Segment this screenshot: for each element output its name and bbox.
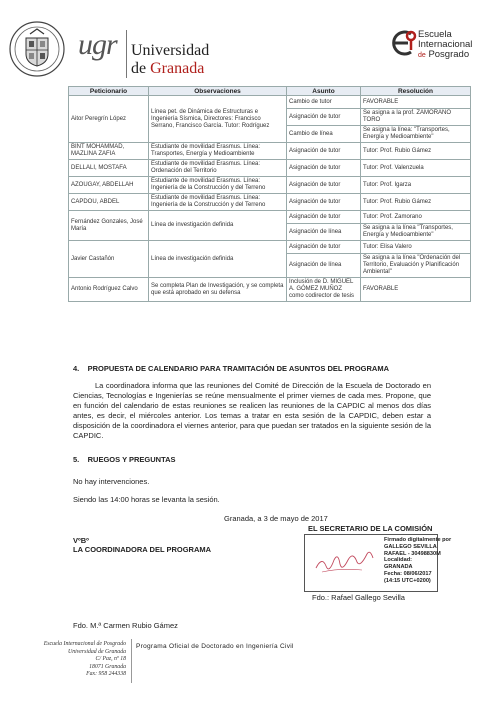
sig-line: GRANADA (384, 564, 413, 571)
cell-observaciones: Estudiante de movilidad Erasmus. Línea: Ingeniería de la Construcción y del Terreno (149, 177, 287, 194)
cell-resolucion: FAVORABLE (361, 278, 471, 302)
ugr-wordmark: ugr (78, 28, 117, 61)
sig-line: (14:15 UTC+0200) (384, 577, 431, 584)
cell-observaciones: Se completa Plan de Investigación, y se completa que está aprobado en su defensa (149, 278, 287, 302)
table-row (69, 278, 471, 302)
section-5-heading (73, 455, 176, 465)
eip-line3 (418, 50, 472, 61)
closing-statement: Siendo las 14:00 horas se levanta la sesión. (73, 495, 220, 504)
cell-resolucion: Tutor: Prof. Valenzuela (361, 160, 471, 177)
cell-asunto: Asignación de línea (287, 224, 361, 241)
footer-address-line: Universidad de Granada (68, 648, 126, 655)
cell-observaciones: Estudiante de movilidad Erasmus. Línea: Ordenación del Territorio (149, 160, 287, 177)
cell-resolucion: Tutor: Prof. Rubio Gámez (361, 194, 471, 211)
cell-peticionario: DELLALI, MOSTAFA (69, 160, 149, 177)
secretary-title: EL SECRETARIO DE LA COMISIÓN (308, 524, 433, 533)
eip-logo-icon (385, 28, 419, 58)
resolutions-table (68, 86, 471, 302)
cell-peticionario: Fernández Gonzales, José María (69, 211, 149, 241)
calendar-paragraph-text: La coordinadora informa que las reuniones del Comité de Dirección de la Escuela de Doctorado en Ciencias, Tecnologías e Ingenierías se reúne mensualmente el primer viernes de cada mes. Propone, que en función del calendario de estas reuniones se realicen las reuniones de la CAPDIC al menos dos días antes, es decir, el miércoles anterior. Los temas a tratar en esta sesión de la CAPDIC, deben estar a disposición de la coordinadora el viernes anterior, para que puedan ser tratados en la siguiente sesión de la CAPDIC. (73, 381, 431, 440)
cell-resolucion: Tutor: Prof. Rubio Gámez (361, 143, 471, 160)
university-city: Granada (150, 60, 205, 77)
cell-asunto: Asignación de tutor (287, 160, 361, 177)
header-divider (126, 30, 127, 78)
cell-resolucion: Se asigna a la línea "Ordenación del Territorio, Evaluación y Planificación Ambiental" (361, 254, 471, 278)
handwritten-signature (312, 550, 378, 578)
visto-bueno: VºBº (73, 536, 89, 545)
signature-details (384, 537, 451, 585)
cell-observaciones: Estudiante de movilidad Erasmus. Línea: Transportes, Energía y Medioambiente (149, 143, 287, 160)
col-asunto: Asunto (287, 87, 361, 96)
footer-address (18, 641, 126, 679)
university-line2 (131, 60, 209, 78)
footer-program-name: Programa Oficial de Doctorado en Ingeniería Civil (136, 643, 294, 650)
calendar-paragraph (73, 381, 431, 441)
cell-asunto: Asignación de tutor (287, 194, 361, 211)
section-5-title: RUEGOS Y PREGUNTAS (87, 455, 176, 464)
university-name (131, 42, 209, 78)
section-4-title: PROPUESTA DE CALENDARIO PARA TRAMITACIÓN DE ASUNTOS DEL PROGRAMA (87, 364, 390, 373)
cell-asunto: Asignación de tutor (287, 211, 361, 224)
eip-posgrado: Posgrado (428, 49, 470, 60)
no-interventions: No hay intervenciones. (73, 477, 150, 486)
table-row (69, 177, 471, 194)
cell-resolucion: Tutor: Prof. Igarza (361, 177, 471, 194)
eip-line2: Internacional (418, 39, 473, 50)
cell-resolucion: Se asigna la línea: "Transportes, Energía y Medioambiente" (361, 126, 471, 143)
cell-peticionario: CAPDOU, ABDEL (69, 194, 149, 211)
table-row (69, 143, 471, 160)
cell-peticionario: Javier Castañón (69, 241, 149, 278)
footer-address-line: Escuela Internacional de Posgrado (43, 641, 126, 647)
sig-line: GALLEGO SEVILLA (384, 543, 437, 550)
section-4-heading (73, 364, 389, 374)
university-de: de (131, 60, 147, 77)
sig-line: Firmado digitalmente por (384, 537, 452, 543)
sig-line: Fecha: 08/06/2017 (384, 570, 432, 577)
cell-resolucion: FAVORABLE (361, 96, 471, 109)
cell-asunto: Asignación de línea (287, 254, 361, 278)
coordinator-signature-name: Fdo. M.ª Carmen Rubio Gámez (73, 621, 178, 630)
table-row (69, 211, 471, 224)
col-resolucion: Resolución (361, 87, 471, 96)
table-row (69, 96, 471, 109)
cell-peticionario: AZOUGAY, ABDELLAH (69, 177, 149, 194)
eip-de: de (418, 52, 426, 59)
footer-address-line: Fax: 958 244338 (86, 671, 126, 678)
cell-asunto: Asignación de tutor (287, 143, 361, 160)
cell-observaciones: Estudiante de movilidad Erasmus. Línea: Ingeniería de la Construcción y del Terreno (149, 194, 287, 211)
footer-address-line: C/ Paz, nº 18 (95, 656, 126, 663)
cell-observaciones: Línea de investigación definida (149, 211, 287, 241)
cell-resolucion: Tutor: Elisa Valero (361, 241, 471, 254)
cell-asunto: Asignación de tutor (287, 177, 361, 194)
cell-peticionario: BINT MOHAMMAD, MAZLINA ZAFIA (69, 143, 149, 160)
table-row (69, 194, 471, 211)
cell-resolucion: Tutor: Prof. Zamorano (361, 211, 471, 224)
section-4-number: 4. (73, 364, 80, 373)
university-line1: Universidad (131, 42, 210, 59)
table-header-row (69, 87, 471, 96)
secretary-signature-name: Fdo.: Rafael Gallego Sevilla (312, 593, 405, 602)
cell-resolucion: Se asigna a la línea "Transportes, Energía y Medioambiente" (361, 224, 471, 241)
table-row (69, 160, 471, 177)
sig-line: Localidad: (384, 557, 412, 564)
eip-line1: Escuela (418, 29, 452, 40)
footer-address-line: 18071 Granada (89, 663, 126, 670)
cell-resolucion: Se asigna a la prof. ZAMORANO TORO (361, 109, 471, 126)
cell-asunto: Asignación de tutor (287, 241, 361, 254)
cell-asunto: Inclusión de D. MIGUEL A. GÓMEZ MUÑOZ como codirector de tesis (287, 278, 361, 302)
cell-asunto: Cambio de línea (287, 126, 361, 143)
cell-asunto: Cambio de tutor (287, 96, 361, 109)
footer-divider (131, 639, 132, 683)
coordinator-title: LA COORDINADORA DEL PROGRAMA (73, 545, 212, 554)
col-peticionario: Peticionario (69, 87, 149, 96)
eip-name (418, 30, 472, 61)
cell-asunto: Asignación de tutor (287, 109, 361, 126)
cell-peticionario: Aitor Peregrín López (69, 96, 149, 143)
cell-observaciones: Línea pet. de Dinámica de Estructuras e Ingeniería Sísmica, Directores: Francisco Serrano, Francisco García. Tutor: Rodríguez (149, 96, 287, 143)
date-line: Granada, a 3 de mayo de 2017 (224, 514, 328, 523)
col-observaciones: Observaciones (149, 87, 287, 96)
section-5-number: 5. (73, 455, 80, 464)
ugr-crest-logo (8, 20, 66, 78)
table-row (69, 241, 471, 254)
sig-line: RAFAEL - 30498830M (384, 550, 441, 557)
cell-peticionario: Antonio Rodríguez Calvo (69, 278, 149, 302)
cell-observaciones: Línea de investigación definida (149, 241, 287, 278)
